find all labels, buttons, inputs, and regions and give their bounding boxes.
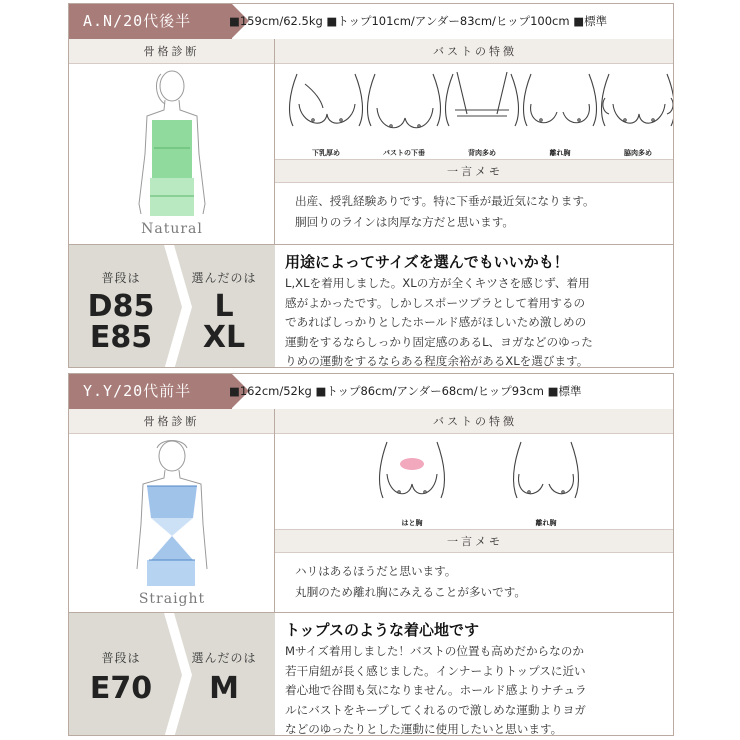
review-line: L,XLを着用しました。XLの方が全くキツさを感じず、着用 (285, 276, 590, 290)
straight-body-illustration (69, 434, 275, 614)
skeleton-type-label: Straight (138, 591, 206, 607)
bust-type-caption: バストの下垂 (383, 149, 425, 157)
chosen-size-value: M (209, 671, 239, 706)
bust-type-caption: はと胸 (401, 519, 423, 527)
chosen-size-value: L (214, 289, 234, 324)
chosen-size-label: 選んだのは (191, 271, 257, 285)
review-line: 若干肩紐が長く感じました。インナーよりトップスに近い (285, 663, 586, 678)
memo-label: 一言メモ (275, 159, 674, 183)
memo-line: ハリはあるほうだと思います。 (295, 564, 457, 578)
chosen-size-label: 選んだのは (191, 651, 257, 665)
bust-type-caption: 背肉多め (468, 149, 496, 157)
skeleton-figure (69, 434, 274, 609)
review-line: Mサイズ着用しました！バストの位置も高めだからなのか (285, 644, 584, 658)
size-band (69, 612, 674, 736)
skeleton-column (69, 409, 275, 612)
review-line: であればしっかりとしたホールド感がほしいため激しめの (285, 315, 587, 330)
bust-column (275, 39, 674, 244)
skeleton-type-label: Natural (141, 221, 203, 237)
skeleton-label: 骨格診断 (69, 409, 274, 434)
bust-type-caption: 脇肉多め (624, 149, 652, 157)
reviewer-card-1 (68, 3, 674, 368)
bust-feature-label: バストの特徴 (275, 409, 674, 434)
usual-size-value: E85 (89, 320, 153, 355)
review-line: 感がよかったです。しかしスポーツブラとして着用するの (285, 295, 586, 310)
memo-text (275, 183, 674, 233)
bust-illustrations (275, 64, 674, 159)
memo-label: 一言メモ (275, 529, 674, 553)
usual-size-value: D85 (87, 289, 155, 324)
card-header (69, 374, 674, 409)
body-stats: ■159cm/62.5kg ■トップ101cm/アンダー83cm/ヒップ100cm ■標準 (229, 14, 608, 28)
memo-line: 出産、授乳経験ありです。特に下垂が最近気になります。 (295, 194, 595, 208)
bust-outline-icons (275, 434, 674, 529)
reviewer-card-2 (68, 373, 674, 736)
review-title: 用途によってサイズを選んでもいいかも！ (285, 253, 569, 271)
card-header (69, 4, 674, 39)
skeleton-label: 骨格診断 (69, 39, 274, 64)
review-title: トップスのような着心地です (285, 621, 479, 639)
review-text (285, 642, 669, 736)
reviewer-name-tag: A.N/20代後半 (69, 4, 232, 39)
usual-size-label: 普段は (101, 651, 141, 665)
review-line: 運動をするならしっかり固定感のあるL、ヨガなどのゆった (285, 334, 593, 349)
natural-body-illustration (69, 64, 275, 244)
bust-illustrations (275, 434, 674, 529)
bust-column (275, 409, 674, 612)
chosen-size-value: XL (202, 320, 246, 355)
bust-outline-icons (275, 64, 674, 159)
review (275, 613, 674, 736)
review-text (285, 274, 669, 368)
usual-size-label: 普段は (101, 271, 141, 285)
skeleton-column (69, 39, 275, 244)
bust-type-caption: 離れ胸 (549, 149, 571, 157)
bust-type-caption: 下乳厚め (312, 149, 340, 157)
review (275, 245, 674, 368)
review-line: ルにバストをキープしてくれるので激しめな運動よりヨガ (285, 702, 586, 717)
memo-text (275, 553, 674, 603)
bust-feature-label: バストの特徴 (275, 39, 674, 64)
memo-line: 丸胴のため離れ胸にみえることが多いです。 (295, 585, 526, 599)
review-line: りめの運動をするならある程度余裕があるXLを選びます。 (285, 354, 589, 368)
review-line: 着心地で谷間も気になりません。ホールド感よりナチュラ (285, 683, 587, 698)
size-comparison (69, 245, 275, 368)
size-band (69, 244, 674, 368)
bust-type-caption: 離れ胸 (535, 519, 557, 527)
usual-size-value: E70 (89, 671, 153, 706)
size-comparison (69, 613, 275, 736)
memo-line: 胴回りのラインは肉厚な方だと思います。 (295, 215, 515, 229)
skeleton-figure (69, 64, 274, 239)
body-stats: ■162cm/52kg ■トップ86cm/アンダー68cm/ヒップ93cm ■標準 (229, 384, 582, 398)
review-line: などのゆったりとした運動に使用したいと思います。 (285, 722, 563, 736)
reviewer-name-tag: Y.Y/20代前半 (69, 374, 232, 409)
